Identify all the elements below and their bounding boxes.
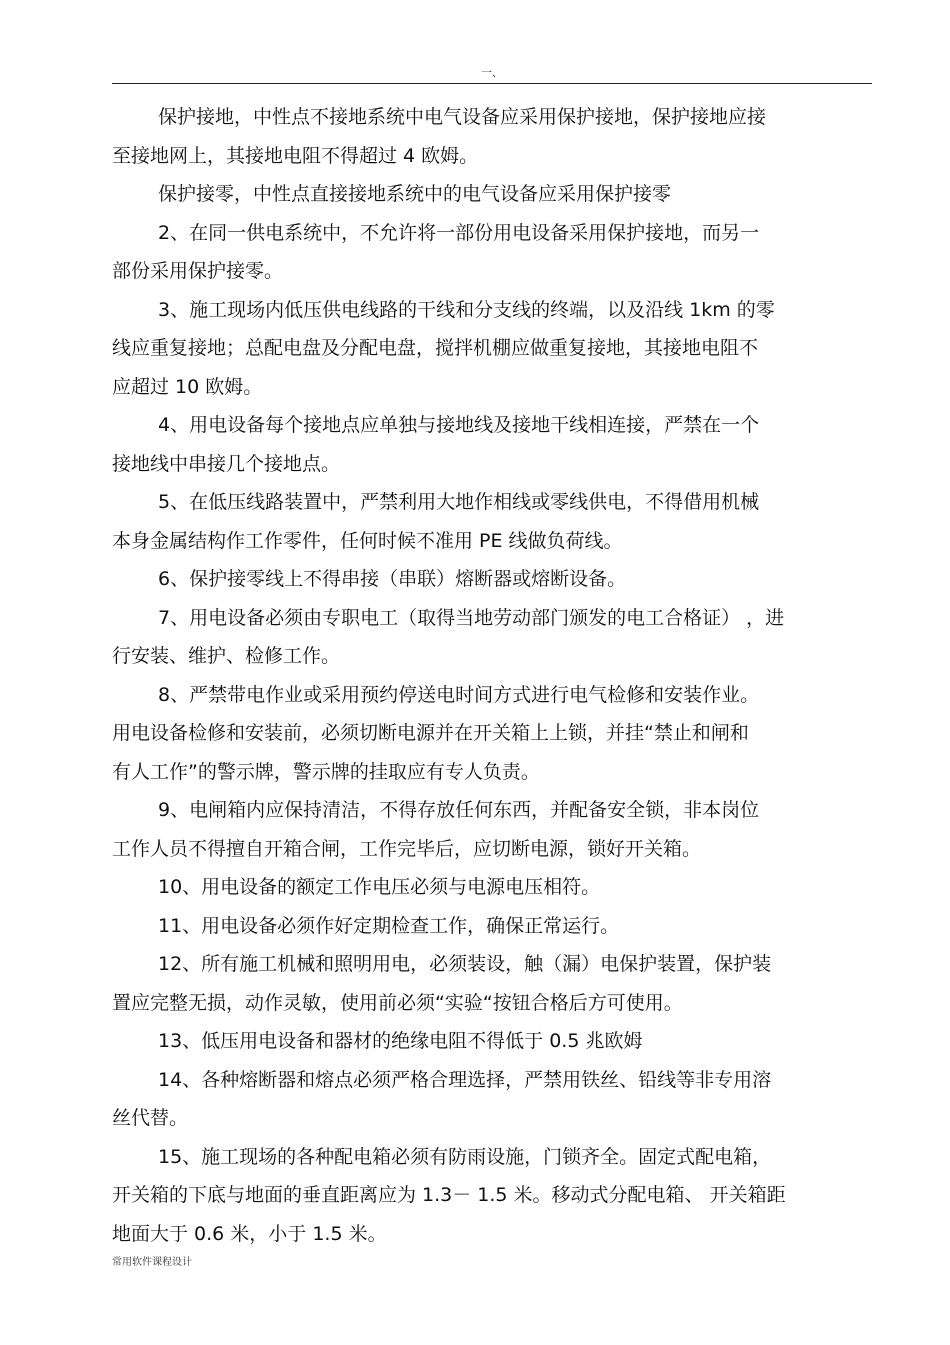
body-text [112,98,872,1253]
text-line: 3、施工现场内低压供电线路的干线和分支线的终端，以及沿线 1km 的零 [158,298,775,321]
text-line: 13、低压用电设备和器材的绝缘电阻不得低于 0.5 兆欧姆 [158,1030,643,1052]
text-line: 14、各种熔断器和熔点必须严格合理选择，严禁用铁丝、铅线等非专用溶 [158,1068,772,1091]
text-line: 工作人员不得擅自开箱合闸，工作完毕后，应切断电源，锁好开关箱。 [112,837,702,860]
text-line: 行安装、维护、检修工作。 [112,645,341,667]
text-line: 有人工作”的警示牌，警示牌的挂取应有专人负责。 [112,760,540,783]
text-line: 9、电闸箱内应保持清洁，不得存放任何东西，并配备安全锁，非本岗位 [158,799,760,821]
text-line: 应超过 10 欧姆。 [112,375,263,398]
text-line: 8、严禁带电作业或采用预约停送电时间方式进行电气检修和安装作业。 [158,683,760,706]
header-rule [112,83,872,84]
text-line: 地面大于 0.6 米，小于 1.5 米。 [112,1222,387,1245]
text-line: 至接地网上，其接地电阻不得超过 4 欧姆。 [112,144,479,167]
text-line: 6、保护接零线上不得串接（串联）熔断器或熔断设备。 [158,568,627,590]
text-line: 12、所有施工机械和照明用电，必须装设，触（漏）电保护装置，保护装 [158,953,772,975]
text-line: 置应完整无损，动作灵敏，使用前必须“实验“按钮合格后方可使用。 [112,991,683,1014]
text-line: 4、用电设备每个接地点应单独与接地线及接地干线相连接，严禁在一个 [158,414,760,436]
text-line: 线应重复接地；总配电盘及分配电盘，搅拌机棚应做重复接地，其接地电阻不 [112,337,759,359]
text-line: 2、在同一供电系统中，不允许将一部份用电设备采用保护接地，而另一 [158,221,760,244]
text-line: 部份采用保护接零。 [112,260,284,282]
text-line: 11、用电设备必须作好定期检查工作，确保正常运行。 [158,914,620,937]
text-line: 10、用电设备的额定工作电压必须与电源电压相符。 [158,876,601,898]
text-line: 用电设备检修和安装前，必须切断电源并在开关箱上上锁，并挂“禁止和闸和 [112,722,749,744]
text-line: 保护接零，中性点直接接地系统中的电气设备应采用保护接零 [158,183,672,205]
footer-text: 常用软件课程设计 [112,1257,192,1268]
text-line: 开关箱的下底与地面的垂直距离应为 1.3－ 1.5 米。移动式分配电箱、 开关箱距 [112,1184,786,1206]
header-mark: 一、 [481,66,503,79]
text-line: 15、施工现场的各种配电箱必须有防雨设施，门锁齐全。固定式配电箱， [158,1145,772,1168]
text-line: 接地线中串接几个接地点。 [112,452,341,475]
text-line: 7、用电设备必须由专职电工（取得当地劳动部门颁发的电工合格证） ，进 [158,606,785,629]
text-line: 5、在低压线路装置中，严禁利用大地作相线或零线供电，不得借用机械 [158,491,760,513]
text-line: 本身金属结构作工作零件，任何时候不准用 PE 线做负荷线。 [112,529,623,552]
text-line: 丝代替。 [112,1107,189,1129]
text-line: 保护接地，中性点不接地系统中电气设备应采用保护接地，保护接地应接 [158,106,767,128]
